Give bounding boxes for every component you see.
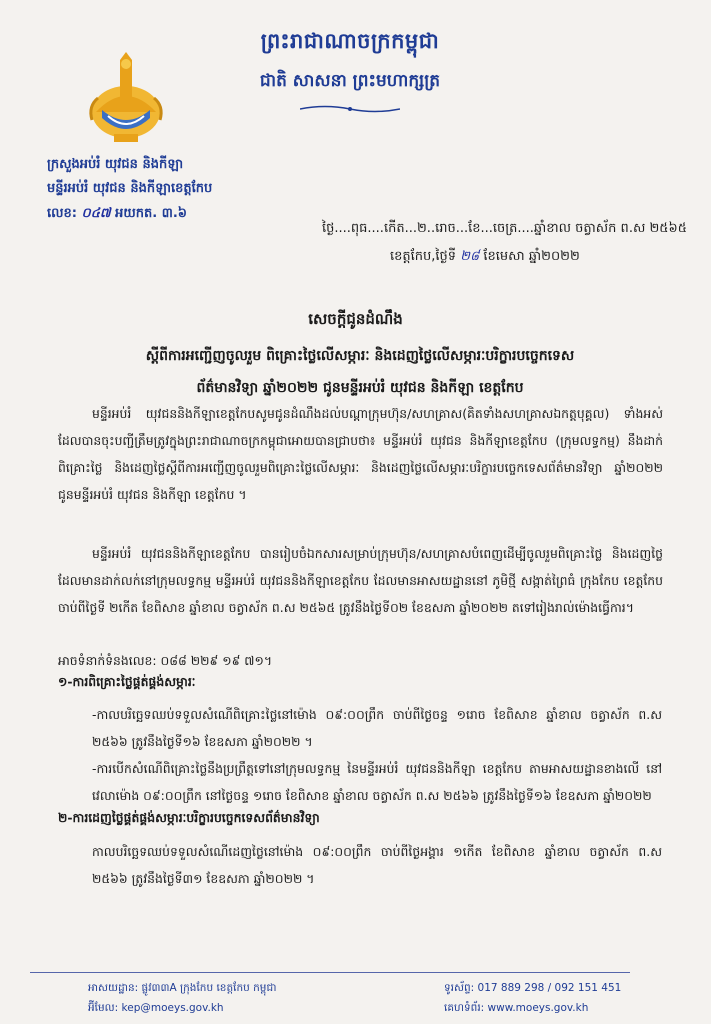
reference-label: លេខ: bbox=[47, 206, 77, 221]
place-date-prefix: ខេត្តកែប,ថ្ងៃទី bbox=[390, 249, 457, 264]
footer-email[interactable]: អ៊ីមែល: kep@moeys.gov.kh bbox=[88, 1002, 224, 1014]
reference-number bbox=[47, 205, 187, 224]
body-paragraph-2: មន្ទីរអប់រំ យុវជននិងកីឡាខេត្តកែប បានរៀបចំឯកសារសម្រាប់ក្រុមហ៊ុន/សហគ្រាសបំពេញដើម្បីចូលរួមពិគ្រោះថ្លៃ និងដេញថ្លៃ ដែលមានដាក់លក់នៅក្រុមលទ្ធកម្ម មន្ទីរអប់រំ យុវជននិងកីឡាខេត្តកែប ដែលមានអាសយដ្ឋាននៅ ភូមិថ្មី សង្កាត់ព្រៃធំ ក្រុងកែប ខេត្តកែប ចាប់ពីថ្ងៃទី ២កើត ខែពិសាខ ឆ្នាំខាល ចត្វាស័ក ព.ស ២៥៦៥ ត្រូវនឹងថ្ងៃទី០២ ខែឧសភា ឆ្នាំ២០២២ តទៅរៀងរាល់ម៉ោងធ្វើការ។ bbox=[58, 546, 663, 615]
kingdom-title: ព្រះរាជាណាចក្រកម្ពុជា bbox=[260, 29, 440, 53]
contact-line: អាចទំនាក់ទំនងលេខ: ០៨៨ ២២៩ ១៩ ៧១។ bbox=[58, 653, 273, 668]
section-2-title: ២-ការដេញថ្លៃផ្គត់ផ្គង់សម្ភារៈបរិក្ខារបច្ចេកទេសព័ត៌មានវិទ្យា bbox=[58, 810, 320, 825]
department-name: មន្ទីរអប់រំ យុវជន និងកីឡាខេត្តកែប bbox=[47, 181, 213, 196]
section-1-item-2: -ការបើកសំណើពិគ្រោះថ្លៃនឹងប្រព្រឹត្តទៅនៅក្រុមលទ្ធកម្ម នៃមន្ទីរអប់រំ យុវជននិងកីឡា ខេត្តកែប តាមអាសយដ្ឋានខាងលើ នៅវេលាម៉ោង ០៩:០០ព្រឹក នៅថ្ងៃចន្ទ ១រោច ខែពិសាខ ឆ្នាំខាល ចត្វាស័ក ព.ស ២៥៦៦ ត្រូវនឹងថ្ងៃទី១៦ ខែឧសភា ឆ្នាំ២០២២ bbox=[92, 761, 662, 803]
date-month-year: ខែមេសា ឆ្នាំ២០២២ bbox=[483, 249, 580, 264]
section-1-title: ១-ការពិគ្រោះថ្លៃផ្គត់ផ្គង់សម្ភារៈ bbox=[58, 674, 196, 689]
section-1-item-1: -កាលបរិច្ឆេទឈប់ទទួលសំណើពិគ្រោះថ្លៃនៅម៉ោង ០៩:០០ព្រឹក ចាប់ពីថ្ងៃចន្ទ ១រោច ខែពិសាខ ឆ្នាំខាល ចត្វាស័ក ព.ស ២៥៦៦ ត្រូវនឹងថ្ងៃទី១៦ ខែឧសភា ឆ្នាំ២០២២ ។ bbox=[92, 707, 662, 749]
lunar-date: ថ្ងៃ....ពុធ....កើត...២..រោច...ខែ...ចេត្រ....ឆ្នាំខាល ចត្វាស័ក ព.ស ២៥៦៥ bbox=[322, 221, 687, 236]
footer-address: អាសយដ្ឋាន: ផ្លូវ៣៣A ក្រុងកែប ខេត្តកែប កម្ពុជា bbox=[88, 982, 277, 994]
reference-value: ០៤៧ bbox=[81, 206, 111, 221]
subject-line-2: ព័ត៌មានវិទ្យា ឆ្នាំ២០២២ ជូនមន្ទីរអប់រំ យុវជន និងកីឡា ខេត្តកែប bbox=[196, 380, 524, 396]
date-day: ២៨ bbox=[460, 249, 480, 264]
body-paragraph-1: មន្ទីរអប់រំ យុវជននិងកីឡាខេត្តកែបសូមជូនដំណឹងដល់បណ្ដាក្រុមហ៊ុន/សហគ្រាស(គិតទាំងសហគ្រាសឯកត្តបុគ្គល) ទាំងអស់ដែលបានចុះបញ្ជីត្រឹមត្រូវក្នុងព្រះរាជាណាចក្រកម្ពុជាអោយបានជ្រាបថា៖ មន្ទីរអប់រំ យុវជន និងកីឡាខេត្តកែប (ក្រុមលទ្ធកម្ម) នឹងដាក់ពិគ្រោះថ្លៃ និងដេញថ្លៃស្ដីពីការអញ្ជើញចូលរួមពិគ្រោះថ្លៃលើសម្ភារៈ និងដេញថ្លៃលើសម្ភារៈបរិក្ខារបច្ចេកទេសព័ត៌មានវិទ្យា ឆ្នាំ២០២២ ជូនមន្ទីរអប់រំ យុវជន និងកីឡា ខេត្តកែប ។ bbox=[58, 406, 663, 502]
place-date bbox=[390, 248, 580, 267]
ministry-name: ក្រសួងអប់រំ យុវជន និងកីឡា bbox=[47, 157, 184, 172]
footer-website[interactable]: គេហទំព័រ: www.moeys.gov.kh bbox=[444, 1002, 589, 1014]
ornament-divider-icon bbox=[300, 104, 400, 114]
section-2-item-1: កាលបរិច្ឆេទឈប់ទទួលសំណើដេញថ្លៃនៅម៉ោង ០៩:០០ព្រឹក ចាប់ពីថ្ងៃអង្គារ ១កើត ខែពិសាខ ឆ្នាំខាល ចត្វាស័ក ព.ស ២៥៦៦ ត្រូវនឹងថ្ងៃទី៣១ ខែឧសភា ឆ្នាំ២០២២ ។ bbox=[92, 844, 662, 886]
national-motto: ជាតិ សាសនា ព្រះមហាក្សត្រ bbox=[259, 71, 441, 91]
reference-suffix: អយកត. ៣.៦ bbox=[115, 206, 187, 221]
document-type: សេចក្ដីជូនដំណឹង bbox=[308, 310, 403, 328]
footer-divider bbox=[30, 972, 630, 973]
subject-line-1: ស្ដីពីការអញ្ជើញចូលរួម ពិគ្រោះថ្លៃលើសម្ភារៈ និងដេញថ្លៃលើសម្ភារៈបរិក្ខារបច្ចេកទេស bbox=[145, 348, 575, 364]
ministry-emblem-icon bbox=[86, 50, 166, 150]
footer-phone: ទូរស័ព្ទ: 017 889 298 / 092 151 451 bbox=[444, 982, 622, 994]
document-subject bbox=[60, 340, 660, 404]
